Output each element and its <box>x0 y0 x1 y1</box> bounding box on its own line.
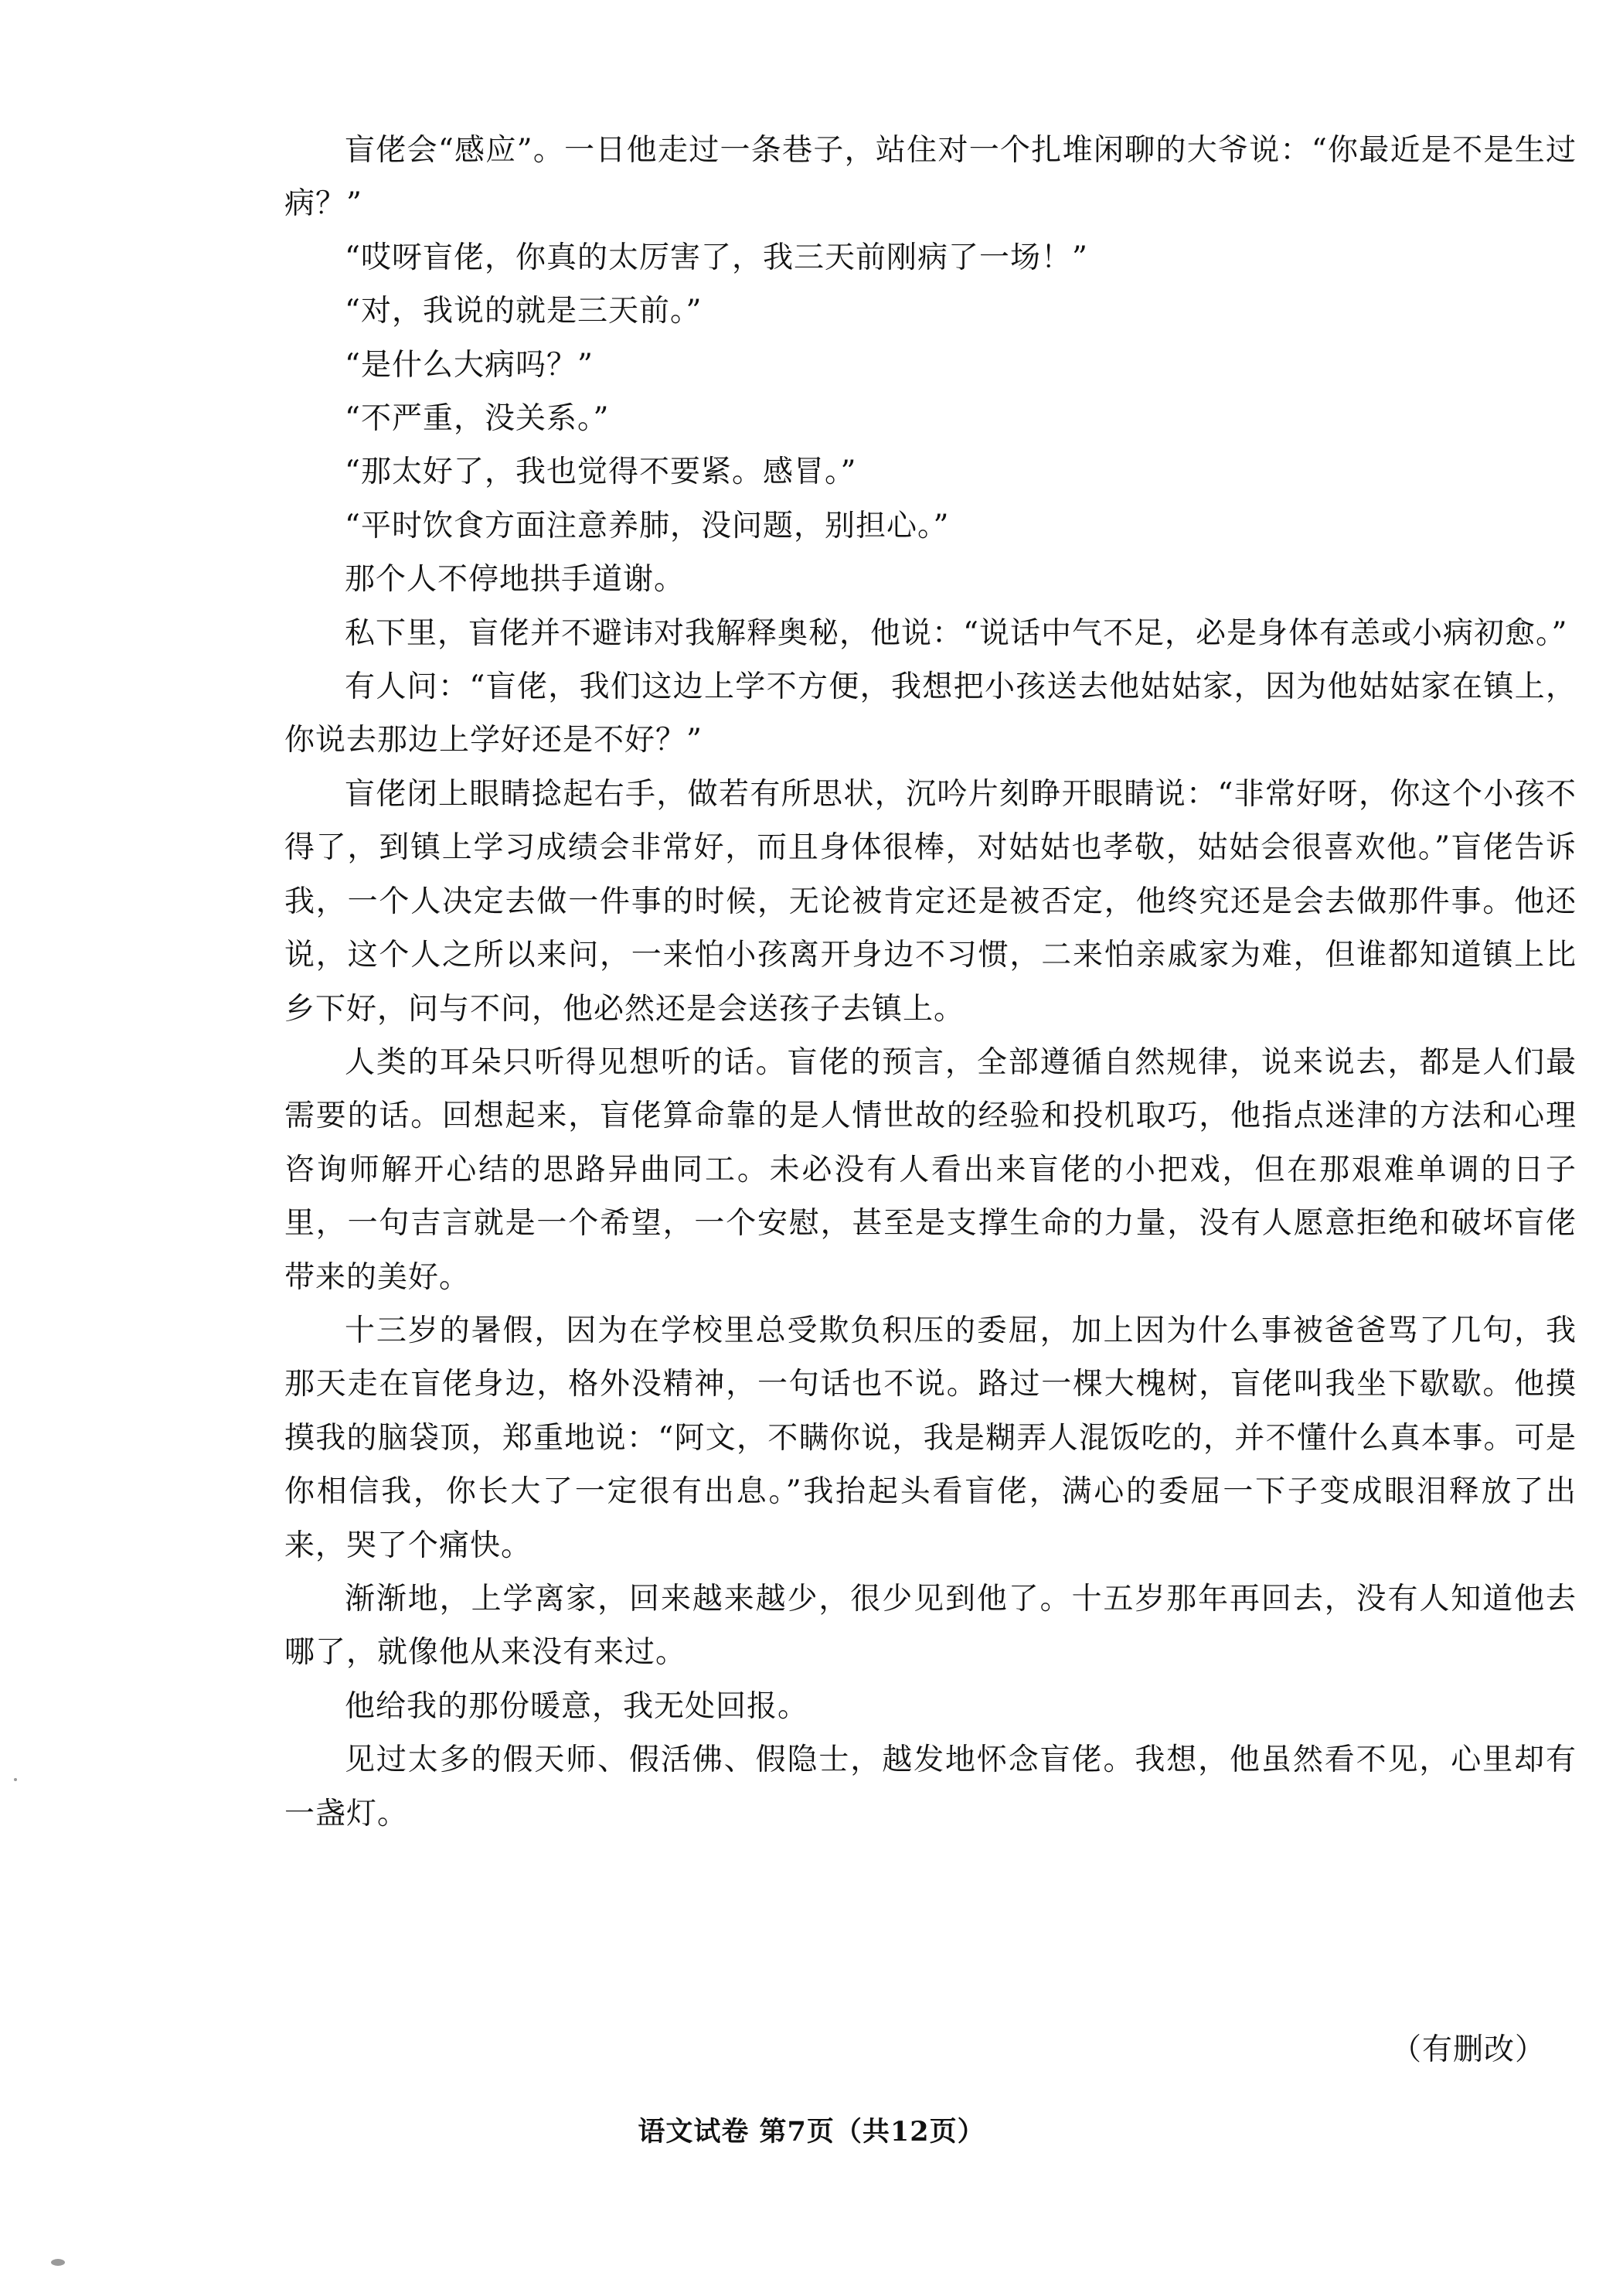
paragraph: 渐渐地，上学离家，回来越来越少，很少见到他了。十五岁那年再回去，没有人知道他去哪了，就像他从来没有来过。 <box>284 1581 1577 1671</box>
scan-speck <box>51 2259 65 2266</box>
paragraph: 盲佬会“感应”。一日他走过一条巷子，站住对一个扎堆闲聊的大爷说：“你最近是不是生过病？” <box>284 133 1577 222</box>
paragraph: 那个人不停地拱手道谢。 <box>345 562 686 598</box>
paragraph: 见过太多的假天师、假活佛、假隐士，越发地怀念盲佬。我想，他虽然看不见，心里却有一盏灯。 <box>284 1742 1577 1831</box>
scan-speck <box>14 1778 17 1781</box>
paragraph: 人类的耳朵只听得见想听的话。盲佬的预言，全部遵循自然规律，说来说去，都是人们最需要的话。回想起来，盲佬算命靠的是人情世故的经验和投机取巧，他指点迷津的方法和心理咨询师解开心结的思路异曲同工。未必没有人看出来盲佬的小把戏，但在那艰难单调的日子里，一句吉言就是一个希望，一个安慰，甚至是支撑生命的力量，没有人愿意拒绝和破坏盲佬带来的美好。 <box>284 1044 1577 1295</box>
paragraph: 十三岁的暑假，因为在学校里总受欺负积压的委屈，加上因为什么事被爸爸骂了几句，我那天走在盲佬身边，格外没精神，一句话也不说。路过一棵大槐树，盲佬叫我坐下歇歇。他摸摸我的脑袋顶，郑重地说：“阿文，不瞒你说，我是糊弄人混饭吃的，并不懂什么真本事。可是你相信我，你长大了一定很有出息。”我抬起头看盲佬，满心的委屈一下子变成眼泪释放了出来，哭了个痛快。 <box>284 1313 1577 1563</box>
page-footer: 语文试卷 第7页（共12页） <box>638 2116 985 2148</box>
paragraph: 有人问：“盲佬，我们这边上学不方便，我想把小孩送去他姑姑家，因为他姑姑家在镇上，你说去那边上学好还是不好？” <box>284 669 1577 758</box>
paragraph: 他给我的那份暖意，我无处回报。 <box>345 1688 809 1724</box>
paragraph: 私下里，盲佬并不避讳对我解释奥秘，他说：“说话中气不足，必是身体有恙或小病初愈。” <box>345 615 1568 651</box>
paragraph: “哎呀盲佬，你真的太厉害了，我三天前刚病了一场！” <box>345 240 1088 275</box>
paragraph: “不严重，没关系。” <box>345 401 610 437</box>
paragraph: “对，我说的就是三天前。” <box>345 294 703 329</box>
paragraph: 盲佬闭上眼睛捻起右手，做若有所思状，沉吟片刻睁开眼睛说：“非常好呀，你这个小孩不得了，到镇上学习成绩会非常好，而且身体很棒，对姑姑也孝敬，姑姑会很喜欢他。”盲佬告诉我，一个人决定去做一件事的时候，无论被肯定还是被否定，他终究还是会去做那件事。他还说，这个人之所以来问，一来怕小孩离开身边不习惯，二来怕亲戚家为难，但谁都知道镇上比乡下好，问与不问，他必然还是会送孩子去镇上。 <box>284 776 1577 1027</box>
paragraph: “是什么大病吗？” <box>345 347 594 383</box>
source-note: （有删改） <box>1390 2032 1546 2067</box>
paragraph: “那太好了，我也觉得不要紧。感冒。” <box>345 455 857 490</box>
article-body <box>284 124 1577 1841</box>
paragraph: “平时饮食方面注意养肺，没问题，别担心。” <box>345 508 950 543</box>
